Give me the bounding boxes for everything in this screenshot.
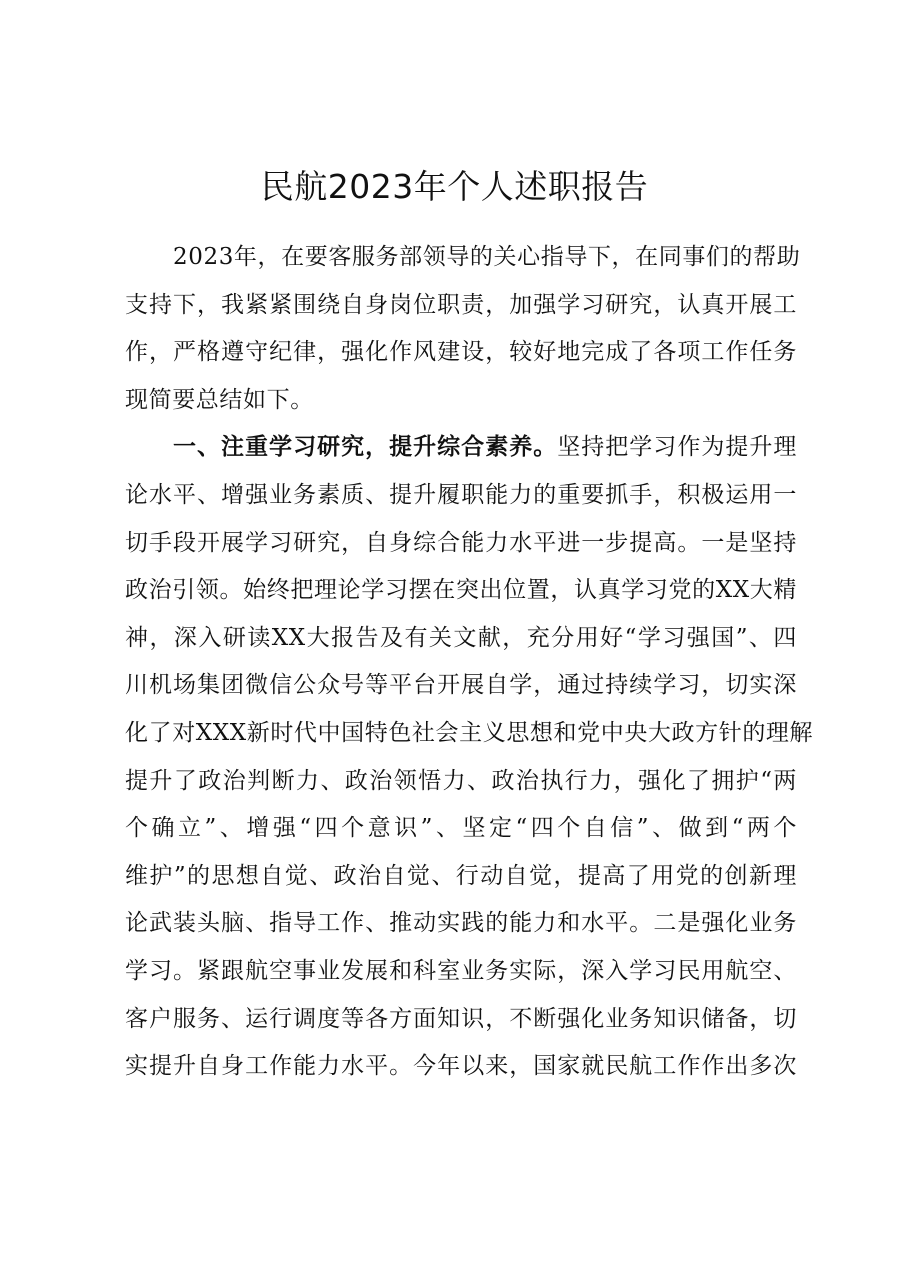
paragraph-2-line-1-rest: 坚持把学习作为提升理 (557, 434, 797, 461)
paragraph-2-line-11: 论武装头脑、指导工作、推动实践的能力和水平。二是强化业务 (125, 910, 797, 937)
paragraph-2-line-2: 论水平、增强业务素质、提升履职能力的重要抓手，积极运用一 (125, 481, 797, 508)
document-body (125, 234, 814, 1091)
section-heading: 一、注重学习研究，提升综合素养。 (173, 434, 558, 461)
paragraph-2-line-14: 实提升自身工作能力水平。今年以来，国家就民航工作作出多次 (125, 1053, 797, 1080)
document-title: 民航2023年个人述职报告 (260, 167, 649, 206)
paragraph-1-line-2: 支持下，我紧紧围绕自身岗位职责，加强学习研究，认真开展工 (125, 291, 797, 318)
paragraph-2-line-9: 个确立”、增强“四个意识”、坚定“四个自信”、做到“两个 (125, 815, 797, 842)
paragraph-2-line-13: 客户服务、运行调度等各方面知识，不断强化业务知识储备，切 (125, 1005, 797, 1032)
paragraph-2-line-12: 学习。紧跟航空事业发展和科室业务实际，深入学习民用航空、 (125, 957, 797, 984)
paragraph-2-line-3: 切手段开展学习研究，自身综合能力水平进一步提高。一是坚持 (125, 529, 797, 556)
paragraph-2-line-6: 川机场集团微信公众号等平台开展自学，通过持续学习，切实深 (125, 672, 797, 699)
paragraph-2-line-10: 维护”的思想自觉、政治自觉、行动自觉，提高了用党的创新理 (125, 862, 797, 889)
paragraph-1-line-4: 现简要总结如下。 (125, 386, 314, 413)
paragraph-2-line-8: 提升了政治判断力、政治领悟力、政治执行力，强化了拥护“两 (125, 767, 797, 794)
paragraph-2-line-1 (125, 424, 797, 472)
paragraph-1-line-1: 2023年，在要客服务部领导的关心指导下，在同事们的帮助 (173, 244, 801, 270)
paragraph-2-line-5: 神，深入研读XX大报告及有关文献，充分用好“学习强国”、四 (125, 624, 797, 651)
paragraph-2-line-4: 政治引领。始终把理论学习摆在突出位置，认真学习党的XX大精 (125, 577, 797, 604)
paragraph-2-line-7: 化了对XXX新时代中国特色社会主义思想和党中央大政方针的理解 (125, 719, 814, 746)
paragraph-1-line-3: 作，严格遵守纪律，强化作风建设，较好地完成了各项工作任务 (125, 339, 797, 366)
